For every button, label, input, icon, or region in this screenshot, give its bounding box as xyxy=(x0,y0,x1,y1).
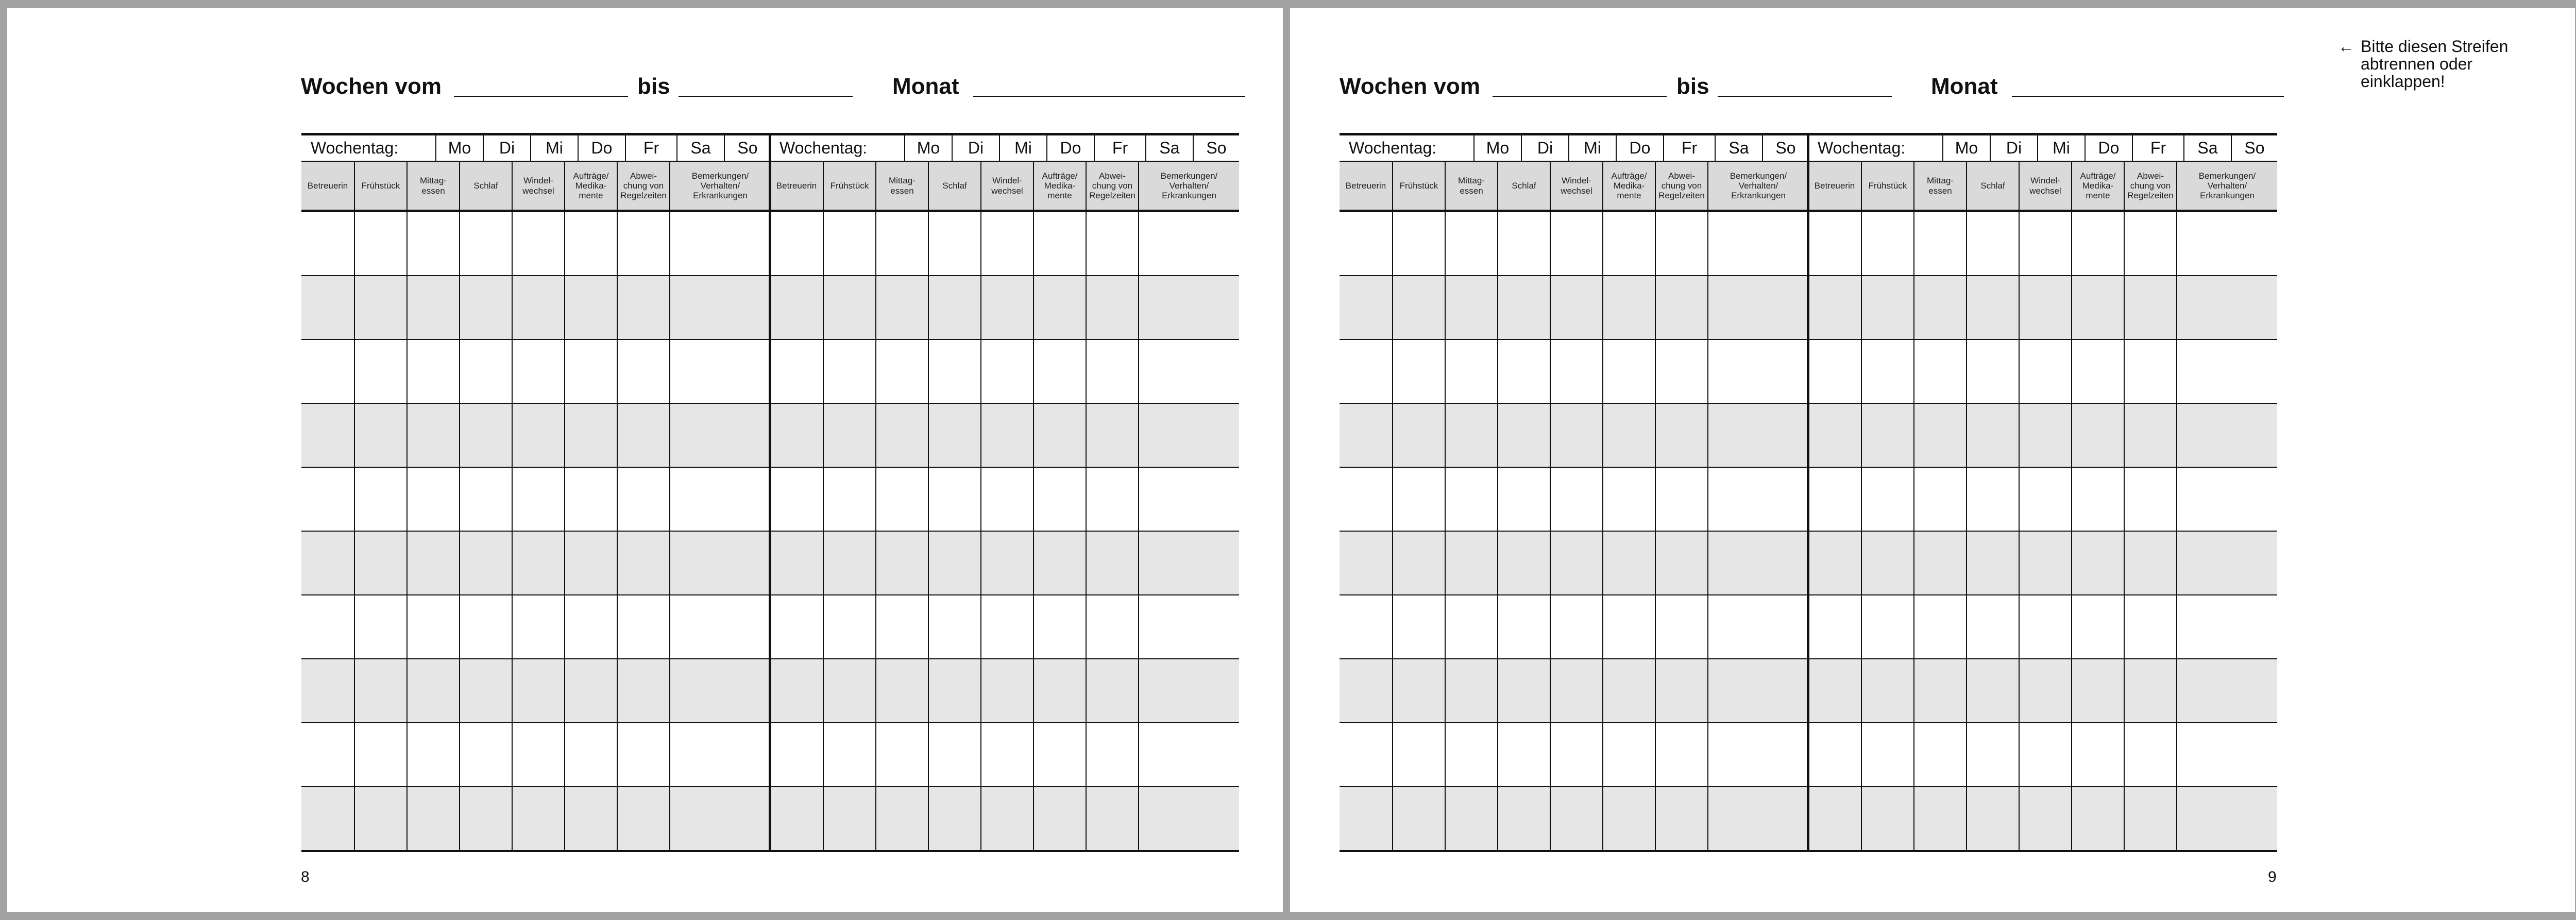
entry-rows xyxy=(1340,212,1808,852)
column-header: Frühstück xyxy=(823,162,875,210)
column-divider xyxy=(1392,212,1393,850)
table-row xyxy=(1340,468,1808,532)
column-divider xyxy=(2071,212,2072,850)
weekday-di[interactable]: Di xyxy=(1521,135,1568,161)
column-divider xyxy=(354,212,355,850)
column-divider xyxy=(823,212,824,850)
table-row xyxy=(1808,787,2277,851)
weekday-do[interactable]: Do xyxy=(2084,135,2132,161)
month-field[interactable] xyxy=(2012,96,2284,97)
week-block-1 xyxy=(1340,133,1808,852)
weekday-mo[interactable]: Mo xyxy=(1942,135,1990,161)
column-divider xyxy=(1707,212,1708,850)
column-divider xyxy=(928,212,929,850)
column-divider xyxy=(1086,212,1087,850)
column-header: Frühstück xyxy=(1861,162,1913,210)
week-divider xyxy=(769,133,771,852)
title-weeks-from: Wochen vom xyxy=(301,74,442,99)
schedule-grid xyxy=(301,133,1239,852)
weekday-sa[interactable]: Sa xyxy=(676,135,724,161)
table-row xyxy=(1808,723,2277,787)
table-row xyxy=(301,212,770,276)
column-header: Mittag- essen xyxy=(1913,162,1966,210)
column-divider xyxy=(512,212,513,850)
table-row xyxy=(1808,532,2277,595)
column-header: Frühstück xyxy=(1392,162,1445,210)
weekday-di[interactable]: Di xyxy=(952,135,999,161)
month-field[interactable] xyxy=(973,96,1245,97)
weekday-sa[interactable]: Sa xyxy=(2183,135,2231,161)
weekday-fr[interactable]: Fr xyxy=(1094,135,1145,161)
table-row xyxy=(1808,468,2277,532)
column-header-row xyxy=(1808,162,2277,212)
weekday-label: Wochentag: xyxy=(1818,139,1906,157)
column-header: Windel- wechsel xyxy=(512,162,564,210)
entry-rows xyxy=(1808,212,2277,852)
table-row xyxy=(770,532,1239,595)
weekday-di[interactable]: Di xyxy=(483,135,530,161)
column-divider xyxy=(406,212,408,850)
until-field[interactable] xyxy=(1718,96,1892,97)
weekday-sa[interactable]: Sa xyxy=(1715,135,1762,161)
table-row xyxy=(770,659,1239,723)
weekday-do[interactable]: Do xyxy=(578,135,625,161)
week-block-1 xyxy=(301,133,770,852)
column-header: Bemerkungen/ Verhalten/ Erkrankungen xyxy=(1138,162,1239,210)
table-row xyxy=(1808,404,2277,468)
title-until: bis xyxy=(1676,74,1709,99)
column-divider xyxy=(1138,212,1139,850)
table-row xyxy=(1340,659,1808,723)
column-header: Schlaf xyxy=(928,162,980,210)
table-row xyxy=(770,723,1239,787)
weekday-fr[interactable]: Fr xyxy=(1663,135,1715,161)
column-header-row xyxy=(770,162,1239,212)
table-row xyxy=(1808,659,2277,723)
weekday-do[interactable]: Do xyxy=(1616,135,1663,161)
weekday-mo[interactable]: Mo xyxy=(904,135,952,161)
title-month: Monat xyxy=(1931,74,1998,99)
weekday-mo[interactable]: Mo xyxy=(435,135,483,161)
weekday-so[interactable]: So xyxy=(1762,135,1808,161)
weekday-so[interactable]: So xyxy=(1193,135,1239,161)
column-header: Abwei- chung von Regelzeiten xyxy=(1086,162,1138,210)
left-page xyxy=(7,8,1283,912)
weekday-row xyxy=(1340,133,1808,162)
table-row xyxy=(1340,404,1808,468)
weekday-mi[interactable]: Mi xyxy=(999,135,1046,161)
weekday-so[interactable]: So xyxy=(724,135,770,161)
column-divider xyxy=(1602,212,1603,850)
column-header: Mittag- essen xyxy=(406,162,459,210)
column-header: Betreuerin xyxy=(1345,180,1386,191)
column-divider xyxy=(1550,212,1551,850)
column-divider xyxy=(875,212,876,850)
column-divider xyxy=(2124,212,2125,850)
weekday-do[interactable]: Do xyxy=(1046,135,1094,161)
column-header-row xyxy=(301,162,770,212)
table-row xyxy=(301,595,770,659)
until-field[interactable] xyxy=(679,96,853,97)
entry-rows xyxy=(770,212,1239,852)
column-divider xyxy=(1033,212,1034,850)
column-divider xyxy=(1913,212,1914,850)
weekday-mi[interactable]: Mi xyxy=(2037,135,2084,161)
column-header: Abwei- chung von Regelzeiten xyxy=(1655,162,1707,210)
table-row xyxy=(1340,212,1808,276)
column-header: Aufträge/ Medika- mente xyxy=(564,162,617,210)
column-header-row xyxy=(1340,162,1808,212)
table-row xyxy=(770,468,1239,532)
column-header: Abwei- chung von Regelzeiten xyxy=(2124,162,2176,210)
table-row xyxy=(1340,340,1808,404)
weekday-row xyxy=(1808,133,2277,162)
column-divider xyxy=(2176,212,2177,850)
table-row xyxy=(1808,276,2277,340)
weekday-row xyxy=(770,133,1239,162)
column-header: Mittag- essen xyxy=(875,162,928,210)
table-row xyxy=(301,532,770,595)
table-row xyxy=(770,212,1239,276)
title-until: bis xyxy=(637,74,670,99)
entry-rows xyxy=(301,212,770,852)
weekday-label: Wochentag: xyxy=(1349,139,1437,157)
column-header: Windel- wechsel xyxy=(2019,162,2071,210)
table-row xyxy=(770,340,1239,404)
title-month: Monat xyxy=(892,74,959,99)
column-divider xyxy=(1445,212,1446,850)
table-row xyxy=(770,404,1239,468)
column-divider xyxy=(1655,212,1656,850)
column-header: Aufträge/ Medika- mente xyxy=(2071,162,2124,210)
column-divider xyxy=(980,212,981,850)
table-row xyxy=(301,468,770,532)
right-page xyxy=(1290,8,2575,912)
title-row xyxy=(7,73,1283,104)
weekday-fr[interactable]: Fr xyxy=(625,135,676,161)
weekday-label: Wochentag: xyxy=(779,139,868,157)
column-header: Betreuerin xyxy=(776,180,817,191)
column-header: Schlaf xyxy=(1966,162,2019,210)
column-header: Windel- wechsel xyxy=(1550,162,1602,210)
table-row xyxy=(1340,595,1808,659)
table-row xyxy=(301,659,770,723)
column-header: Betreuerin xyxy=(307,180,348,191)
column-header: Betreuerin xyxy=(1814,180,1855,191)
table-row xyxy=(1340,532,1808,595)
weekday-so[interactable]: So xyxy=(2231,135,2277,161)
table-row xyxy=(301,787,770,851)
table-row xyxy=(1808,212,2277,276)
table-row xyxy=(1808,340,2277,404)
week-block-2 xyxy=(1808,133,2277,852)
week-block-2 xyxy=(770,133,1239,852)
weekday-di[interactable]: Di xyxy=(1990,135,2037,161)
table-row xyxy=(770,787,1239,851)
weeks-from-field[interactable] xyxy=(1493,96,1667,97)
column-divider xyxy=(617,212,618,850)
column-divider xyxy=(1966,212,1967,850)
table-row xyxy=(770,276,1239,340)
weekday-label: Wochentag: xyxy=(311,139,399,157)
schedule-grid xyxy=(1340,133,2277,852)
weekday-fr[interactable]: Fr xyxy=(2132,135,2183,161)
table-row xyxy=(1340,723,1808,787)
weekday-row xyxy=(301,133,770,162)
weekday-mo[interactable]: Mo xyxy=(1473,135,1521,161)
column-header: Windel- wechsel xyxy=(980,162,1033,210)
tear-off-note xyxy=(2338,37,2546,91)
weekday-mi[interactable]: Mi xyxy=(530,135,578,161)
column-header: Abwei- chung von Regelzeiten xyxy=(617,162,669,210)
tear-off-note-text: Bitte diesen Streifen abtrennen oder einklappen! xyxy=(2361,37,2509,91)
column-header: Aufträge/ Medika- mente xyxy=(1033,162,1086,210)
table-row xyxy=(301,340,770,404)
column-header: Frühstück xyxy=(354,162,406,210)
column-header: Bemerkungen/ Verhalten/ Erkrankungen xyxy=(1707,162,1808,210)
column-header: Mittag- essen xyxy=(1445,162,1497,210)
title-weeks-from: Wochen vom xyxy=(1340,74,1481,99)
page-number: 9 xyxy=(2268,868,2277,885)
column-header: Schlaf xyxy=(1497,162,1550,210)
column-header: Bemerkungen/ Verhalten/ Erkrankungen xyxy=(2176,162,2277,210)
table-row xyxy=(1340,787,1808,851)
week-divider xyxy=(1807,133,1809,852)
weekday-sa[interactable]: Sa xyxy=(1145,135,1193,161)
page-number: 8 xyxy=(301,868,310,885)
column-header: Schlaf xyxy=(459,162,512,210)
column-divider xyxy=(669,212,670,850)
table-row xyxy=(770,595,1239,659)
column-header: Bemerkungen/ Verhalten/ Erkrankungen xyxy=(669,162,770,210)
weeks-from-field[interactable] xyxy=(454,96,628,97)
column-divider xyxy=(2019,212,2020,850)
column-divider xyxy=(459,212,460,850)
weekday-mi[interactable]: Mi xyxy=(1568,135,1616,161)
column-divider xyxy=(564,212,565,850)
table-row xyxy=(1808,595,2277,659)
column-header: Aufträge/ Medika- mente xyxy=(1602,162,1655,210)
arrow-left-icon: ← xyxy=(2338,37,2354,56)
table-row xyxy=(301,723,770,787)
table-row xyxy=(301,404,770,468)
column-divider xyxy=(1497,212,1498,850)
table-row xyxy=(301,276,770,340)
column-divider xyxy=(1861,212,1862,850)
table-row xyxy=(1340,276,1808,340)
